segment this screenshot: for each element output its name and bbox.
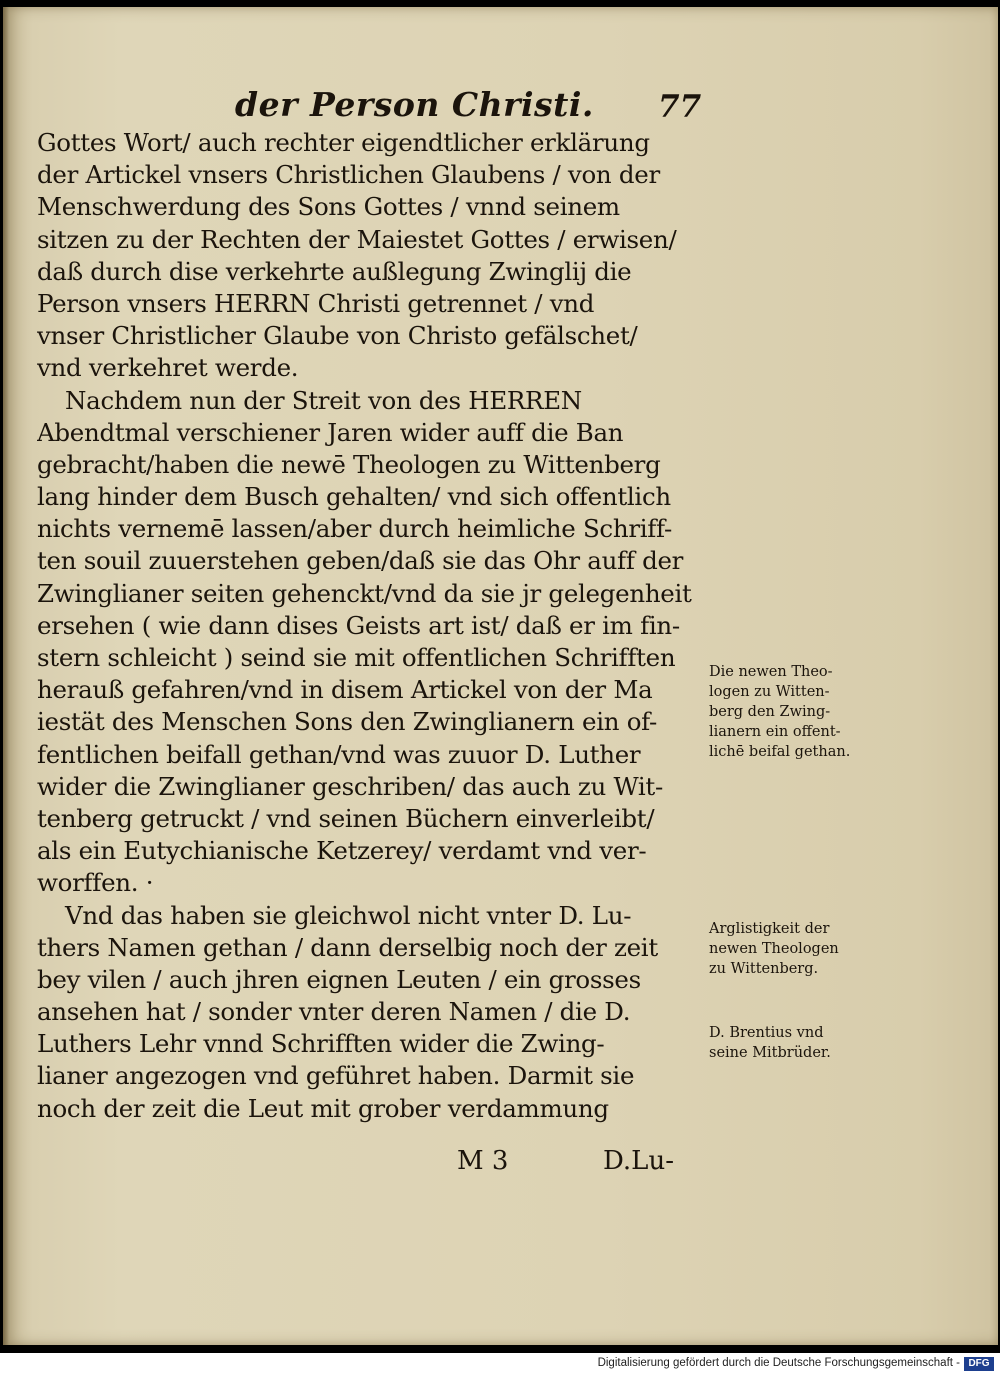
marginal-note-line: Die newen Theo- (709, 664, 833, 680)
body-line: Menschwerdung des Sons Gottes / vnnd seinem (37, 192, 620, 222)
funding-note: Digitalisierung gefördert durch die Deutsche Forschungsgemeinschaft - (597, 1357, 960, 1369)
body-line: als ein Eutychianische Ketzerey/ verdamt vnd ver- (37, 836, 647, 866)
body-line: Abendtmal verschiener Jaren wider auff die Ban (37, 417, 624, 447)
body-line: gebracht/haben die newē Theologen zu Wittenberg (37, 449, 661, 479)
body-line: ten souil zuuerstehen geben/daß sie das Ohr auff der (37, 546, 684, 576)
body-line: noch der zeit die Leut mit grober verdammung (37, 1093, 609, 1123)
marginal-note-line: zu Wittenberg. (709, 961, 819, 977)
body-line: Luthers Lehr vnnd Schrifften wider die Zwing- (37, 1029, 605, 1059)
digitization-footer (0, 1353, 1000, 1376)
marginal-note-line: newen Theologen (709, 941, 839, 957)
body-line: nichts vernemē lassen/aber durch heimliche Schriff- (37, 514, 672, 544)
body-line: wider die Zwinglianer geschriben/ das auch zu Wit- (37, 771, 663, 801)
catchword: D.Lu- (603, 1146, 674, 1176)
body-line: tenberg getruckt / vnd seinen Büchern einverleibt/ (37, 803, 655, 833)
body-line: Zwinglianer seiten gehenckt/vnd da sie jr gelegenheit (37, 578, 692, 608)
body-line: lianer angezogen vnd geführet haben. Darmit sie (37, 1061, 635, 1091)
marginal-note-line: lianern ein offent- (709, 724, 841, 740)
body-line: der Artickel vnsers Christlichen Glaubens / von der (37, 160, 660, 190)
body-line: ansehen hat / sonder vnter deren Namen / die D. (37, 997, 631, 1027)
body-line: stern schleicht ) seind sie mit offentlichen Schrifften (37, 643, 676, 672)
body-line: daß durch dise verkehrte außlegung Zwinglij die (37, 256, 632, 286)
body-line: thers Namen gethan / dann derselbig noch der zeit (37, 932, 658, 962)
body-line: ersehen ( wie dann dises Geists art ist/ daß er im fin- (37, 610, 680, 640)
body-line: Person vnsers HERRN Christi getrennet / vnd (37, 288, 595, 318)
marginal-note (709, 662, 850, 762)
body-text (37, 127, 727, 1125)
marginal-note (709, 1023, 831, 1063)
body-line: Gottes Wort/ auch rechter eigendtlicher erklärung (37, 128, 650, 157)
body-line: iestät des Menschen Sons den Zwinglianern ein of- (37, 707, 658, 737)
body-line: vnd verkehret werde. (37, 353, 299, 383)
body-line: Vnd das haben sie gleichwol nicht vnter D. Lu- (65, 900, 632, 930)
dfg-logo: DFG (964, 1357, 994, 1371)
body-line: sitzen zu der Rechten der Maiestet Gottes / erwisen/ (37, 224, 677, 254)
marginal-note-line: D. Brentius vnd (709, 1025, 824, 1041)
page-number: 77 (658, 89, 702, 125)
body-line: herauß gefahren/vnd in disem Artickel von der Ma (37, 675, 653, 705)
marginal-note-line: berg den Zwing- (709, 704, 831, 720)
page-gutter-shadow (3, 7, 9, 1345)
signature-mark: M 3 (457, 1146, 509, 1176)
running-title: der Person Christi. (235, 85, 594, 124)
body-line: Nachdem nun der Streit von des HERREN (65, 385, 582, 415)
body-line: lang hinder dem Busch gehalten/ vnd sich offentlich (37, 482, 671, 512)
marginal-note-line: lichē beifal gethan. (709, 744, 851, 760)
marginal-note (709, 919, 839, 979)
body-line: worffen. · (37, 868, 154, 898)
book-page (3, 7, 998, 1345)
body-line: bey vilen / auch jhren eignen Leuten / ein grosses (37, 964, 641, 994)
marginal-note-line: seine Mitbrüder. (709, 1045, 831, 1061)
marginal-note-line: Arglistigkeit der (709, 921, 830, 937)
body-line: fentlichen beifall gethan/vnd was zuuor D. Luther (37, 739, 641, 769)
marginal-note-line: logen zu Witten- (709, 684, 830, 700)
body-line: vnser Christlicher Glaube von Christo gefälschet/ (37, 321, 638, 351)
